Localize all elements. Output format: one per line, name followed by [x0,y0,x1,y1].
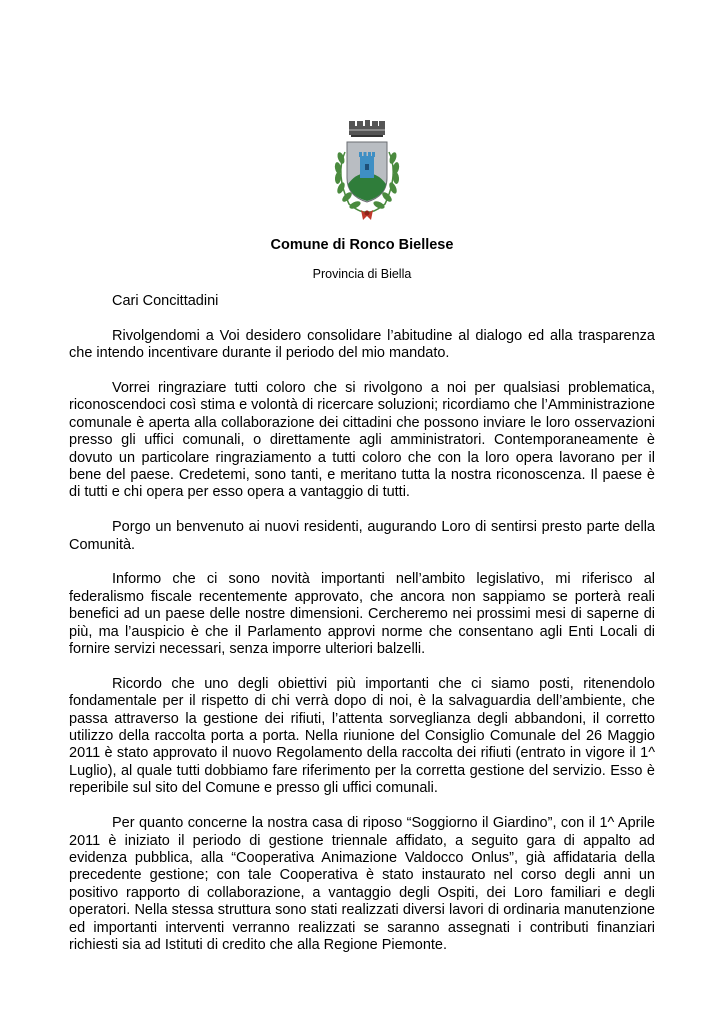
letter-body [69,293,655,972]
letter-paragraph: Per quanto concerne la nostra casa di riposo “Soggiorno il Giardino”, con il 1^ Aprile 2011 è iniziato il periodo di gestione triennale affidato, a seguito gara di appalto ad evidenza pubblica, alla “Cooperativa Animazione Valdocco Onlus”, già affidataria della precedente gestione; con tale Cooperativa è stato instaurato nel corso degli anni un positivo rapporto di collaborazione, a vantaggio degli Ospiti, dei Loro familiari e degli operatori. Nella stessa struttura sono stati realizzati diversi lavori di ordinaria manutenzione ed importanti interventi verranno realizzati se saranno assegnati i contributi finanziari richiesti sia ad Istituti di credito che alla Regione Piemonte. [69,815,655,953]
municipal-coat-of-arms-icon [327,112,407,224]
letter-paragraph: Porgo un benvenuto ai nuovi residenti, augurando Loro di sentirsi presto parte della Comunità. [69,519,655,553]
letter-paragraph: Rivolgendomi a Voi desidero consolidare l’abitudine al dialogo ed alla trasparenza che intendo incentivare durante il periodo del mio mandato. [69,327,655,362]
letter-paragraph: Informo che ci sono novità importanti nell’ambito legislativo, mi riferisco al federalismo fiscale recentemente approvato, che ancora non sappiamo se porterà reali benefici ad un paese delle nostre dimensioni. Cercheremo nei prossimi mesi di saperne di più, ma l’auspicio è che il Parlamento approvi norme che consentano agli Enti Locali di fornire servizi necessari, senza imporre ulteriori balzelli. [69,571,655,658]
crown-icon [349,120,385,137]
letter-greeting: Cari Concittadini [112,293,219,309]
letter-paragraph: Vorrei ringraziare tutti coloro che si rivolgono a noi per qualsiasi problematica, riconoscendoci così stima e volontà di ricercare soluzioni; ricordiamo che l’Amministrazione comunale è aperta alla collaborazione dei cittadini che possono inviare le loro osservazioni presso gli uffici comunali, o direttamente agli amministratori. Contemporaneamente è dovuto un particolare ringraziamento a tutti coloro che con la loro opera lavorano per il bene del paese. Credetemi, sono tanti, e meritano tutta la nostra riconoscenza. Il paese è di tutti e chi opera per esso opera a vantaggio di tutti. [69,380,655,501]
letter-title: Comune di Ronco Biellese [270,237,454,253]
letter-subtitle: Provincia di Biella [312,267,412,281]
letter-paragraph: Ricordo che uno degli obiettivi più importanti che ci siamo posti, ritenendolo fondamentale per il rispetto di chi verrà dopo di noi, è la salvaguardia dell’ambiente, che passa attraverso la gestione dei rifiuti, l’attenta sorveglianza degli abbandoni, il corretto utilizzo della raccolta porta a porta. Nella riunione del Consiglio Comunale del 26 Maggio 2011 è stato approvato il nuovo Regolamento della raccolta dei rifiuti (entrato in vigore il 1^ Luglio), al quale tutti dobbiamo fare riferimento per la corretta gestione del servizio. Esso è reperibile sul sito del Comune e presso gli uffici comunali. [69,675,655,797]
ribbon-icon [361,210,373,220]
